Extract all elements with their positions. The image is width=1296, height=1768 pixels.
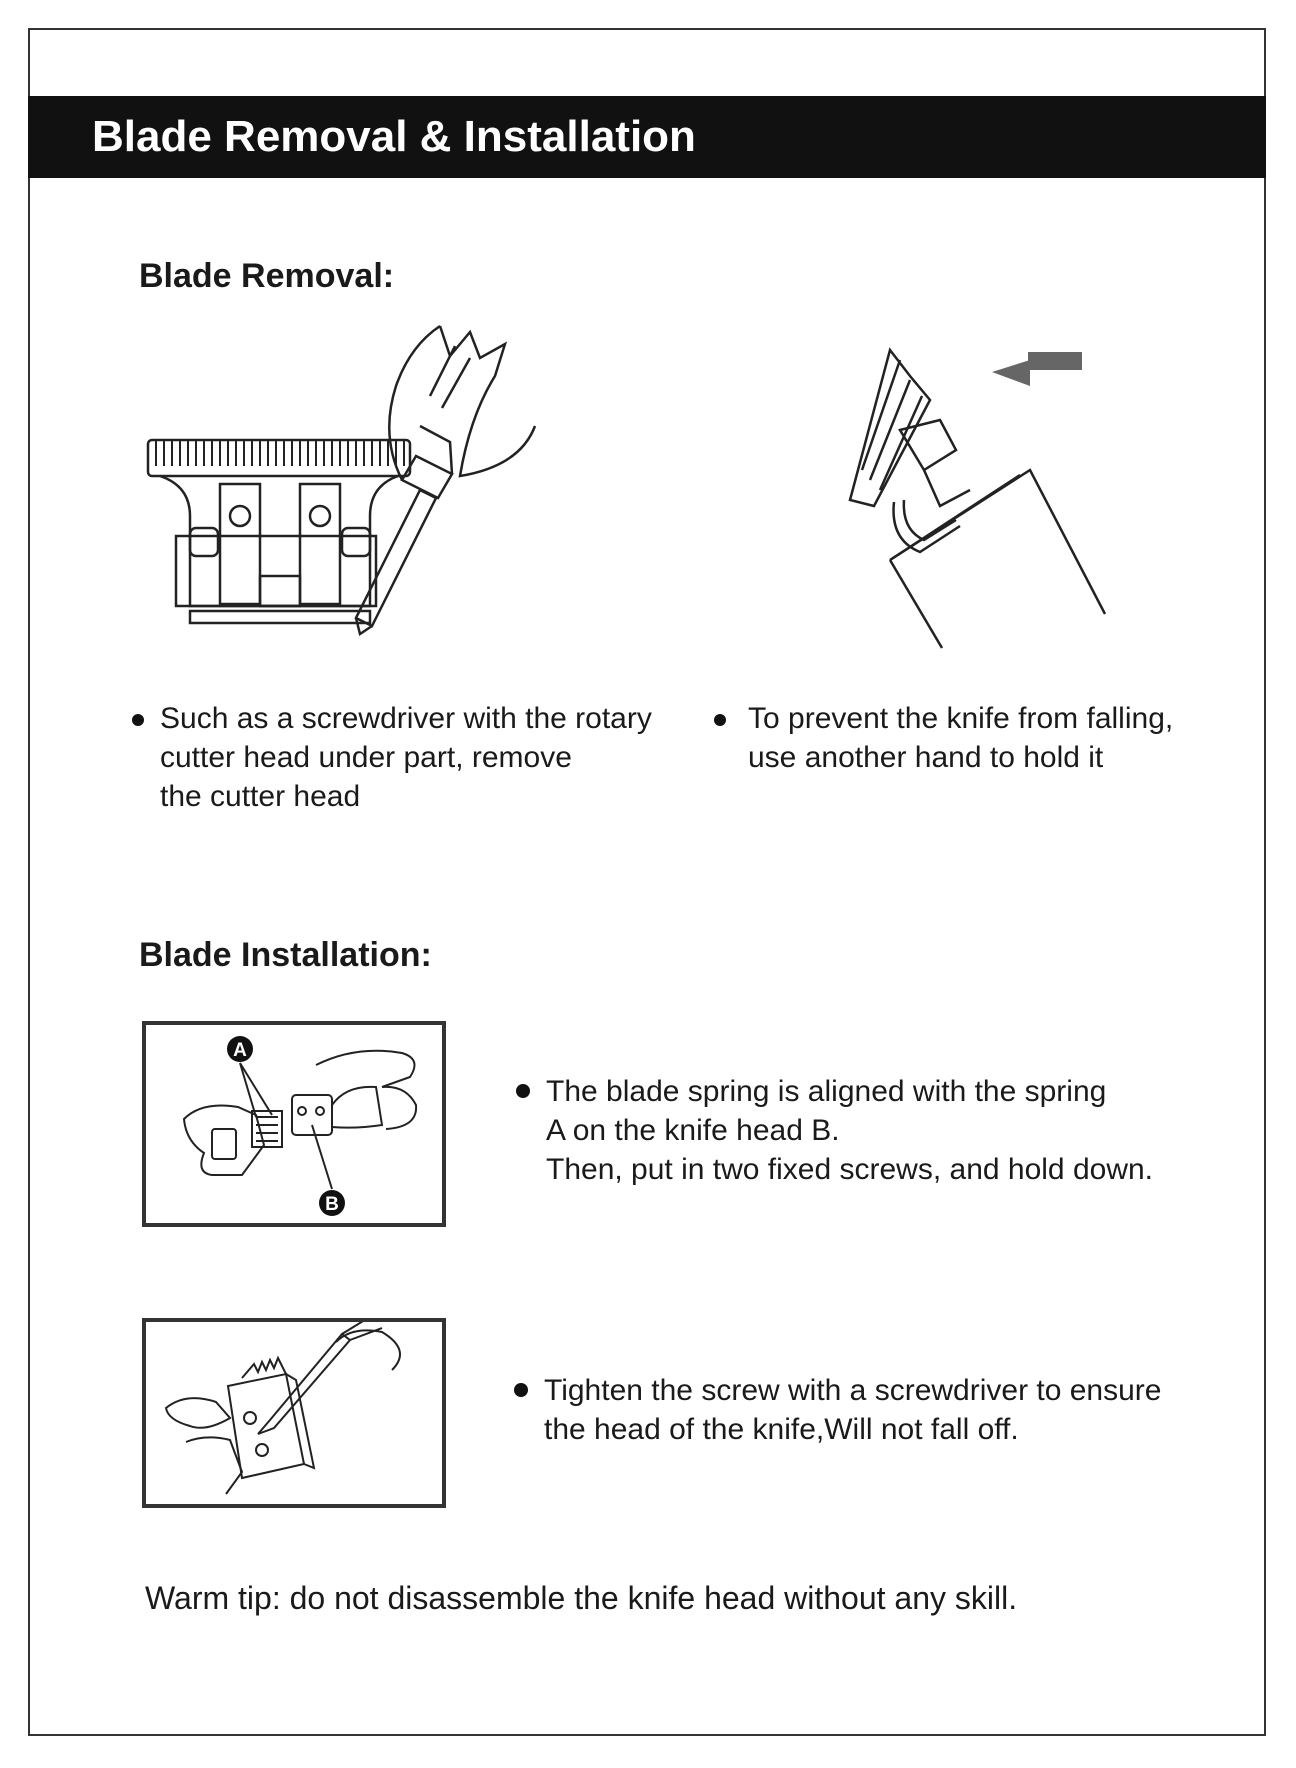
step1-line-3: Then, put in two fixed screws, and hold down. bbox=[546, 1153, 1154, 1186]
warm-tip: Warm tip: do not disassemble the knife head without any skill. bbox=[145, 1580, 1018, 1616]
removal-left-line-3: the cutter head bbox=[160, 780, 361, 813]
removal-left-line-1: Such as a screwdriver with the rotary bbox=[160, 702, 652, 735]
page-title: Blade Removal & Installation bbox=[92, 112, 696, 161]
removal-right-line-2: use another hand to hold it bbox=[748, 741, 1104, 774]
bullet-dot bbox=[714, 714, 726, 726]
step1-line-2: A on the knife head B. bbox=[546, 1114, 840, 1147]
removal-left-line-2: cutter head under part, remove bbox=[160, 741, 572, 774]
bullet-dot bbox=[132, 714, 144, 726]
screwdriver-and-blade-icon bbox=[140, 316, 620, 656]
clipper-head-arrow-icon bbox=[830, 330, 1130, 660]
step1-line-1: The blade spring is aligned with the spring bbox=[546, 1075, 1107, 1108]
removal-bullet-right bbox=[714, 699, 1173, 777]
step2-line-2: the head of the knife,Will not fall off. bbox=[544, 1413, 1019, 1446]
removal-right-line-1: To prevent the knife from falling, bbox=[748, 702, 1174, 735]
installation-section-title: Blade Installation: bbox=[139, 936, 432, 974]
installation-step1-text bbox=[516, 1072, 1153, 1189]
bullet-dot bbox=[514, 1383, 528, 1397]
label-b: B bbox=[325, 1194, 339, 1215]
hands-aligning-blade-icon bbox=[142, 1021, 446, 1227]
removal-section-title: Blade Removal: bbox=[139, 257, 395, 295]
bullet-dot bbox=[516, 1084, 530, 1098]
removal-bullet-left bbox=[132, 699, 652, 816]
step2-line-1: Tighten the screw with a screwdriver to ensure bbox=[544, 1374, 1162, 1407]
screwdriver-tightening-icon bbox=[142, 1318, 446, 1508]
installation-step2-text bbox=[514, 1371, 1161, 1449]
label-a: A bbox=[233, 1040, 247, 1061]
